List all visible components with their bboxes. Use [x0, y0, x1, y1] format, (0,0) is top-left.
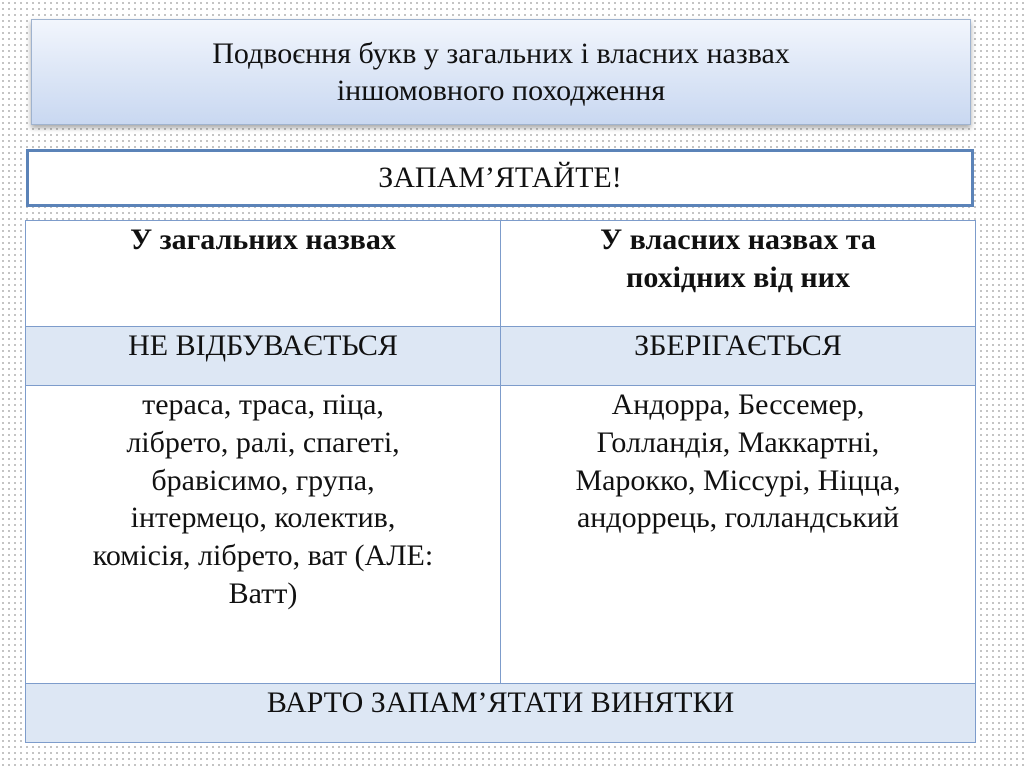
header-proper-names-line-2: похідних від них	[626, 260, 850, 294]
table-status-row	[26, 327, 976, 386]
slide-title	[31, 19, 971, 125]
table-exceptions-row	[26, 684, 976, 743]
example-line: лібрето, ралі, спагеті,	[126, 425, 400, 459]
examples-proper-names	[501, 386, 976, 684]
header-common-names	[26, 221, 501, 327]
example-line: комісія, лібрето, ват (АЛЕ:	[92, 539, 434, 573]
example-line: Голландія, Маккартні,	[596, 425, 880, 459]
slide-title-text	[212, 35, 790, 110]
remember-banner	[26, 149, 974, 207]
example-line: тераса, траса, піца,	[142, 388, 384, 421]
example-line: інтермецо, колектив,	[130, 501, 396, 535]
rules-table	[25, 220, 976, 743]
exceptions-text: ВАРТО ЗАПАМ’ЯТАТИ ВИНЯТКИ	[266, 686, 735, 719]
examples-common-names	[26, 386, 501, 684]
example-line: Андорра, Бессемер,	[611, 388, 865, 421]
example-line: бравісимо, група,	[151, 463, 375, 497]
example-line: Марокко, Міссурі, Ніцца,	[575, 463, 901, 497]
header-proper-names	[501, 221, 976, 327]
example-line: андоррець, голландський	[576, 501, 900, 535]
status-common-names-text: НЕ ВІДБУВАЄТЬСЯ	[128, 329, 398, 362]
slide-title-line-2: іншомовного походження	[336, 74, 666, 107]
slide-title-line-1: Подвоєння букв у загальних і власних назвах	[212, 36, 790, 70]
status-proper-names-text: ЗБЕРІГАЄТЬСЯ	[634, 329, 842, 362]
table-examples-row	[26, 386, 976, 684]
remember-text: ЗАПАМ’ЯТАЙТЕ!	[378, 161, 622, 194]
status-proper-names	[501, 327, 976, 386]
status-common-names	[26, 327, 501, 386]
exceptions-cell	[26, 684, 976, 743]
table-header-row	[26, 221, 976, 327]
header-proper-names-line-1: У власних назвах та	[600, 223, 876, 256]
header-common-names-text: У загальних назвах	[130, 223, 396, 256]
example-line: Ватт)	[228, 576, 298, 610]
